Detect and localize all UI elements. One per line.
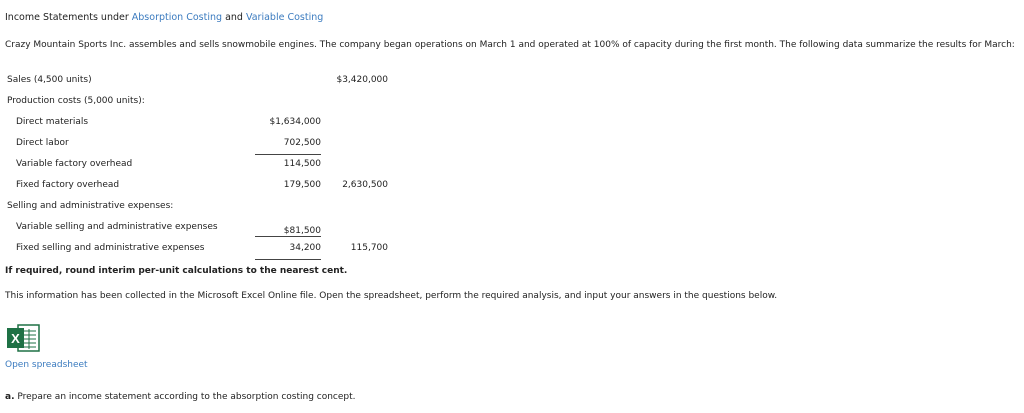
row-amount: $81,500 [255, 218, 321, 237]
question-text: Prepare an income statement according to the absorption costing concept. [14, 392, 356, 402]
table-row [0, 176, 400, 196]
open-spreadsheet-link[interactable]: Open spreadsheet [5, 360, 88, 370]
rounding-note: If required, round interim per-unit calculations to the nearest cent. [5, 266, 348, 276]
table-row [0, 218, 400, 238]
question-letter: a. [5, 392, 15, 402]
absorption-costing-link[interactable]: Absorption Costing [131, 12, 223, 23]
table-row [0, 155, 400, 175]
variable-costing-link[interactable]: Variable Costing [245, 12, 324, 23]
row-total: $3,420,000 [336, 75, 388, 85]
table-row [0, 92, 400, 112]
table-row [0, 239, 400, 259]
row-label: Variable factory overhead [16, 159, 133, 169]
row-label: Variable selling and administrative expenses [16, 222, 218, 232]
row-amount: 702,500 [283, 138, 321, 148]
table-row [0, 197, 400, 217]
page-title [5, 12, 323, 23]
title-prefix: Income Statements under [5, 12, 132, 23]
table-row [0, 71, 400, 91]
row-label: Selling and administrative expenses: [7, 201, 174, 211]
intro-paragraph: Crazy Mountain Sports Inc. assembles and sells snowmobile engines. The company began operations on March 1 and operated at 100% of capacity during the first month. The following data summarize the results for March: [5, 40, 1015, 50]
row-amount: 114,500 [283, 159, 321, 169]
row-label: Direct materials [16, 117, 89, 127]
table-row [0, 113, 400, 133]
underline-rule [255, 154, 321, 155]
row-label: Fixed selling and administrative expenses [16, 243, 205, 253]
row-label: Production costs (5,000 units): [7, 96, 145, 106]
row-label: Fixed factory overhead [16, 180, 120, 190]
spreadsheet-info: This information has been collected in the Microsoft Excel Online file. Open the spreadsheet, perform the required analysis, and input your answers in the questions below. [5, 291, 778, 301]
row-total: 2,630,500 [342, 180, 388, 190]
question-a [5, 392, 356, 402]
row-amount: 34,200 [289, 243, 321, 253]
row-label: Sales (4,500 units) [7, 75, 92, 85]
excel-icon[interactable] [6, 322, 40, 354]
row-label: Direct labor [16, 138, 69, 148]
underline-rule [255, 259, 321, 260]
title-middle: and [222, 12, 246, 23]
table-row [0, 134, 400, 154]
svg-text:X: X [11, 331, 20, 346]
row-total: 115,700 [350, 243, 388, 253]
row-amount: 179,500 [283, 180, 321, 190]
row-amount: $1,634,000 [269, 117, 321, 127]
